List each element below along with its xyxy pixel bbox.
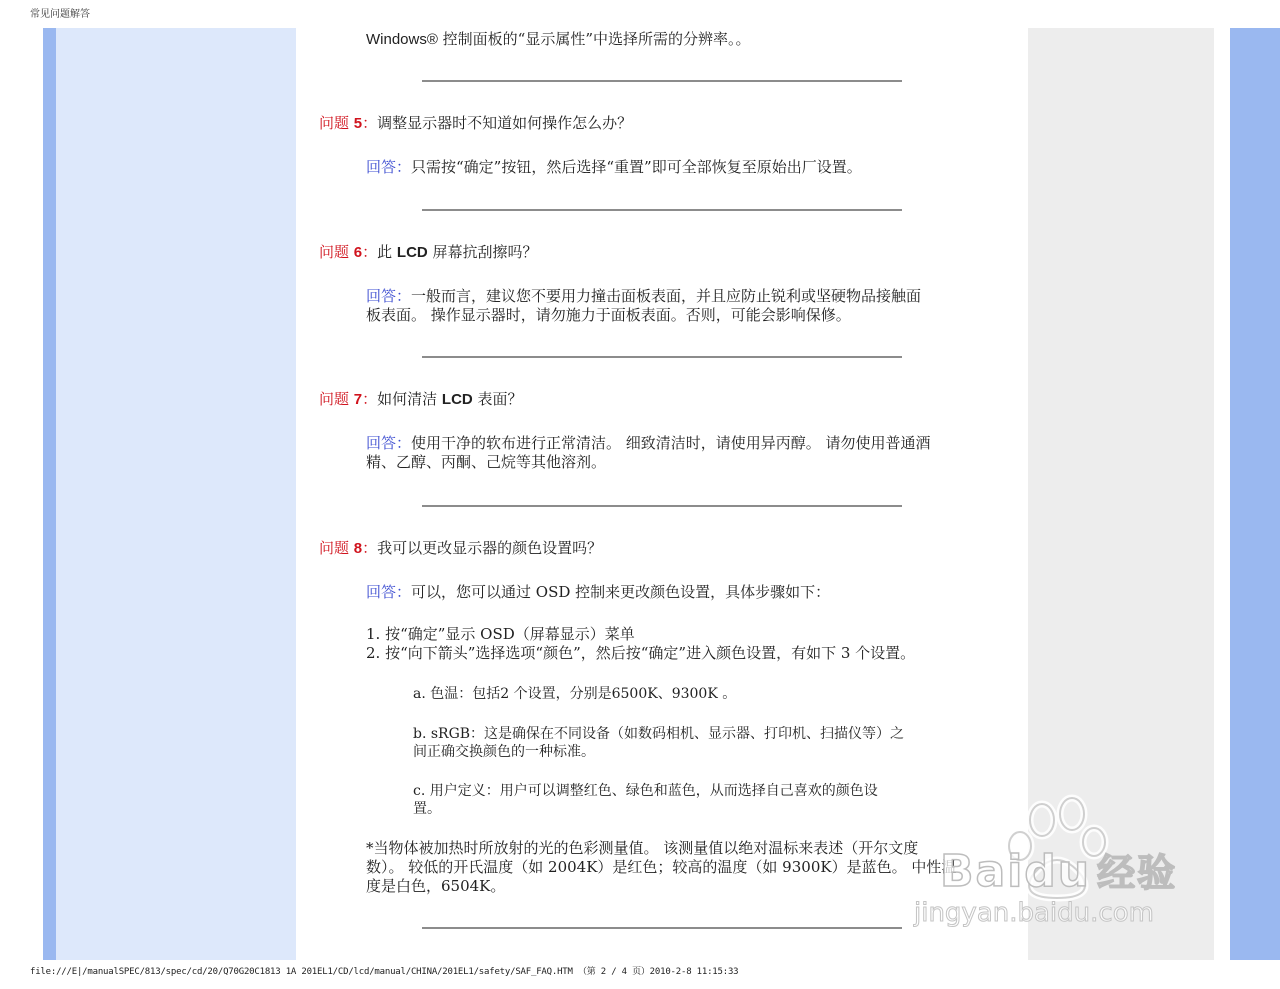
question-label: 问题 <box>319 390 354 408</box>
answer-text: 一般而言，建议您不要用力撞击面板表面，并且应防止锐利或坚硬物品接触面 <box>411 287 922 305</box>
divider-rule <box>422 356 902 358</box>
question-number: 8 <box>353 540 363 557</box>
page-header-title: 常见问题解答 <box>30 9 90 20</box>
answer-line <box>366 287 921 306</box>
divider-rule <box>422 209 902 211</box>
note-line: *当物体被加热时所放射的光的色彩测量值。 该测量值以绝对温标来表述（开尔文度 <box>366 839 919 857</box>
note-line: 度是白色，6504K。 <box>366 877 506 895</box>
answer-line: 板表面。 操作显示器时，请勿施力于面板表面。否则，可能会影响保修。 <box>366 306 851 324</box>
sub-item-line: 置。 <box>413 801 441 817</box>
question-text-post: 屏幕抗刮擦吗？ <box>427 243 538 261</box>
question-colon: ： <box>362 114 378 132</box>
step-item: 2. 按“向下箭头”选择选项“颜色”，然后按“确定”进入颜色设置，有如下 3 个设置。 <box>366 644 916 662</box>
answer-label: 回答： <box>366 158 412 176</box>
question-colon: ： <box>362 390 378 408</box>
question-7 <box>319 390 523 409</box>
watermark-url: jingyan.baidu.com <box>914 898 1154 928</box>
intro-windows-word: Windows® <box>366 31 438 48</box>
answer-label: 回答： <box>366 287 412 305</box>
answer-text: 可以，您可以通过 OSD 控制来更改颜色设置，具体步骤如下： <box>411 583 831 601</box>
note-line: 数）。 较低的开氏温度（如 2004K）是红色；较高的温度（如 9300K）是蓝色。 中性温 <box>366 858 957 876</box>
intro-line <box>366 30 751 49</box>
question-number: 5 <box>353 115 363 132</box>
question-8 <box>319 539 602 558</box>
question-number: 7 <box>353 391 363 408</box>
question-number: 6 <box>353 244 363 261</box>
intro-text: 控制面板的“显示属性”中选择所需的分辨率。。 <box>437 30 751 48</box>
question-text: 调整显示器时不知道如何操作怎么办？ <box>377 114 633 132</box>
sub-item-c <box>413 782 878 818</box>
answer-text: 使用干净的软布进行正常清洁。 细致清洁时，请使用异丙醇。 请勿使用普通酒 <box>411 434 931 452</box>
question-label: 问题 <box>319 243 354 261</box>
answer-label: 回答： <box>366 434 412 452</box>
divider-rule <box>422 80 902 82</box>
answer-7 <box>366 434 931 472</box>
divider-rule <box>422 927 902 929</box>
answer-5 <box>366 158 862 177</box>
question-label: 问题 <box>319 114 354 132</box>
question-text-lcd: LCD <box>396 244 428 261</box>
question-text-pre: 如何清洁 <box>377 390 442 408</box>
sub-item-line: b. sRGB：这是确保在不同设备（如数码相机、显示器、打印机、扫描仪等）之 <box>413 726 905 742</box>
answer-line <box>366 434 931 453</box>
left-frame-panel <box>56 28 296 960</box>
left-frame-border <box>43 28 56 960</box>
question-text-post: 表面？ <box>472 390 523 408</box>
question-label: 问题 <box>319 539 354 557</box>
sub-item-b <box>413 725 904 761</box>
steps-list <box>366 625 915 663</box>
divider-rule <box>422 505 902 507</box>
answer-label: 回答： <box>366 583 412 601</box>
sub-item-line: 间正确交换颜色的一种标准。 <box>413 744 595 760</box>
question-6 <box>319 243 538 262</box>
sub-item-a <box>413 685 736 703</box>
question-colon: ： <box>362 539 378 557</box>
answer-line: 精、乙醇、丙酮、己烷等其他溶剂。 <box>366 453 607 471</box>
answer-text: 只需按“确定”按钮，然后选择“重置”即可全部恢复至原始出厂设置。 <box>411 158 862 176</box>
step-item: 1. 按“确定”显示 OSD（屏幕显示）菜单 <box>366 625 635 643</box>
sub-item-line: a. 色温：包括2 个设置，分别是6500K、9300K 。 <box>413 686 737 702</box>
question-text: 我可以更改显示器的颜色设置吗？ <box>377 539 603 557</box>
footer-file-path: file:///E|/manualSPEC/813/spec/cd/20/Q70G20C1813 1A 201EL1/CD/lcd/manual/CHINA/201EL1/safety/SAF_FAQ.HTM （第 2 / 4 页）2010-2-8 11:15:33 <box>30 967 739 977</box>
color-temperature-note <box>366 839 956 896</box>
right-frame-gap <box>1214 28 1230 960</box>
answer-8 <box>366 583 830 602</box>
question-colon: ： <box>362 243 378 261</box>
right-frame-border <box>1230 28 1280 960</box>
question-text-lcd: LCD <box>441 391 473 408</box>
sub-item-line: c. 用户定义：用户可以调整红色、绿色和蓝色，从而选择自己喜欢的颜色设 <box>413 783 878 799</box>
watermark-brand: Baidu 经验 <box>940 846 1178 897</box>
question-text-pre: 此 <box>377 243 397 261</box>
right-frame-panel <box>1028 28 1214 960</box>
question-5 <box>319 114 632 133</box>
answer-6 <box>366 287 921 325</box>
